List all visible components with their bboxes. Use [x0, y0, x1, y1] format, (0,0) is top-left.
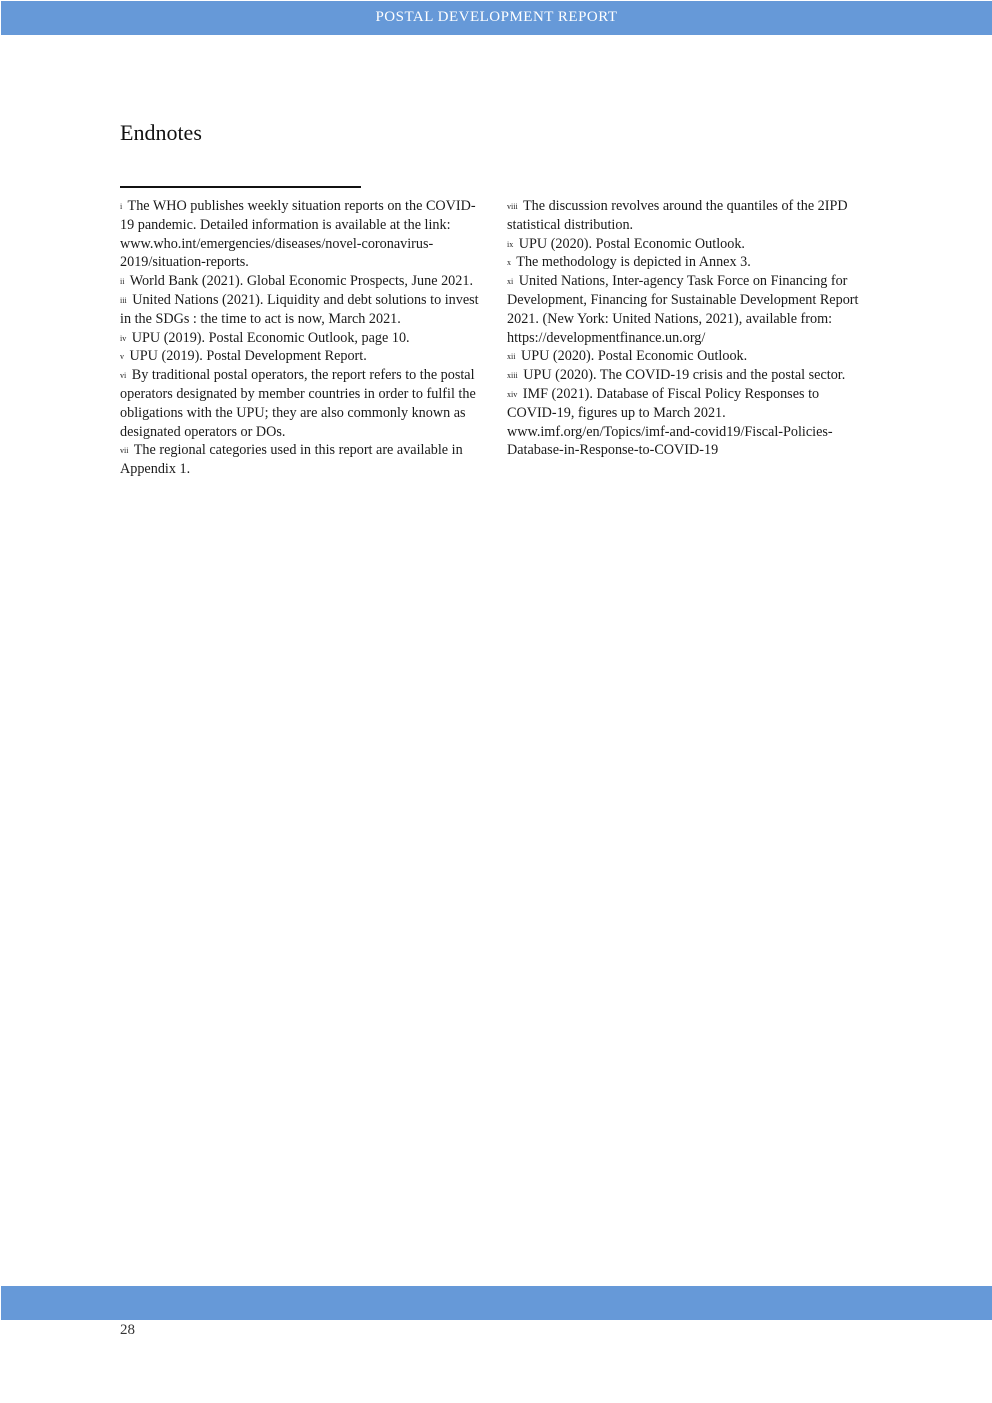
endnote-number: i [120, 202, 123, 211]
endnote-text: UPU (2019). Postal Development Report. [129, 348, 367, 365]
page-number: 28 [120, 1322, 135, 1338]
endnote-text: By traditional postal operators, the report refers to the postal operators designated by member countries in order to fulfil the obligations with the UPU; they are also commonly known as designated operators or DOs. [120, 367, 476, 440]
endnote-text: UPU (2020). Postal Economic Outlook. [521, 348, 748, 365]
running-header-title: POSTAL DEVELOPMENT REPORT [375, 8, 618, 25]
endnotes-right-column [507, 197, 867, 460]
footer-band [1, 1286, 992, 1320]
endnote-vi [120, 366, 485, 441]
endnotes-left-column [120, 197, 485, 479]
endnote-xii [507, 347, 867, 366]
endnote-number: xiv [507, 389, 518, 399]
endnote-number: vii [120, 446, 129, 456]
endnote-text: UPU (2020). The COVID-19 crisis and the postal sector. [523, 367, 846, 384]
endnote-number: ii [120, 277, 125, 287]
endnote-number: xii [507, 352, 516, 362]
endnote-text: UPU (2019). Postal Economic Outlook, page 10. [131, 329, 410, 346]
endnote-xiv [507, 385, 867, 460]
endnote-number: viii [507, 202, 518, 211]
endnote-number: v [120, 352, 124, 362]
endnote-text: The regional categories used in this report are available in Appendix 1. [120, 442, 463, 478]
endnote-number: iii [120, 295, 127, 305]
endnote-number: vi [120, 371, 127, 381]
endnote-text: United Nations, Inter-agency Task Force on Financing for Development, Financing for Sustainable Development Report 2021. (New York: United Nations, 2021), available from: https://developmentfinance.un.org/ [507, 273, 859, 346]
endnote-number: xiii [507, 371, 518, 381]
endnote-viii [507, 197, 867, 235]
endnote-text: World Bank (2021). Global Economic Prospects, June 2021. [129, 273, 473, 290]
endnote-x [507, 253, 867, 272]
header-band [1, 1, 992, 35]
endnote-ii [120, 272, 485, 291]
endnote-text: The methodology is depicted in Annex 3. [516, 254, 751, 271]
endnote-v [120, 347, 485, 366]
endnote-xiii [507, 366, 867, 385]
endnote-text: IMF (2021). Database of Fiscal Policy Responses to COVID-19, figures up to March 2021. www.imf.org/en/Topics/imf-and-covid19/Fiscal-Policies-Database-in-Response-to-COVID-19 [507, 385, 833, 459]
endnote-iii [120, 291, 485, 329]
endnote-text: UPU (2020). Postal Economic Outlook. [518, 235, 745, 252]
endnote-xi [507, 272, 867, 347]
endnote-text: The WHO publishes weekly situation reports on the COVID-19 pandemic. Detailed information is available at the link: www.who.int/emergencies/diseases/novel-coronavirus-2019/situation-reports. [120, 198, 476, 271]
endnote-number: ix [507, 239, 514, 249]
endnote-i [120, 197, 485, 272]
endnote-text: United Nations (2021). Liquidity and debt solutions to invest in the SDGs : the time to act is now, March 2021. [120, 291, 479, 327]
endnote-number: iv [120, 333, 127, 343]
endnote-ix [507, 235, 867, 254]
section-heading: Endnotes [120, 120, 202, 145]
endnote-number: xi [507, 277, 514, 287]
endnote-vii [120, 441, 485, 479]
endnote-text: The discussion revolves around the quantiles of the 2IPD statistical distribution. [507, 198, 848, 233]
endnote-iv [120, 329, 485, 348]
endnote-number: x [507, 258, 511, 268]
endnotes-divider [120, 186, 361, 188]
